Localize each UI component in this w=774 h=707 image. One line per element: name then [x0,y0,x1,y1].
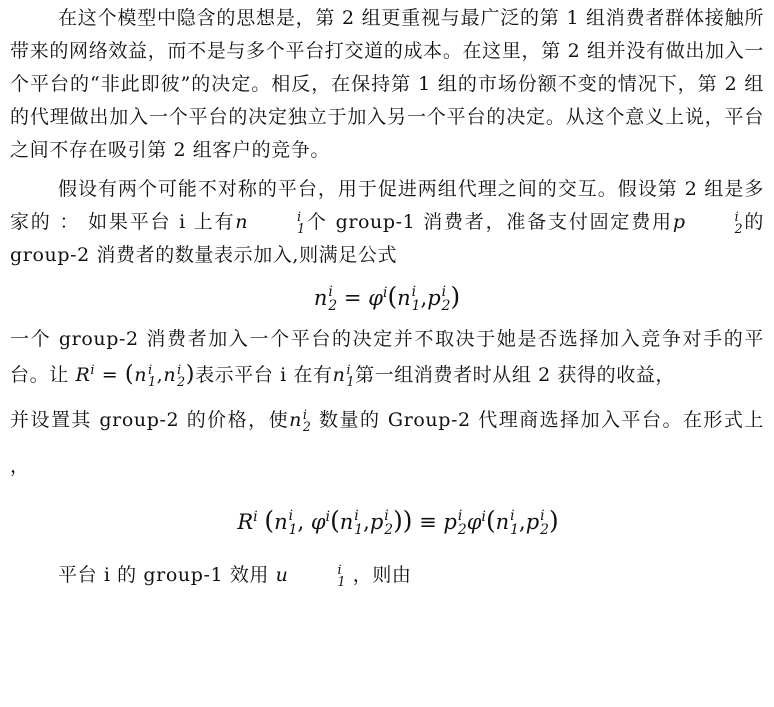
paragraph-assumption [10,173,764,272]
math-n2i: n i 2 [289,407,312,434]
math-revenue-def: $R^i = (n$ i 1 ,n i 2 ) [75,361,196,389]
paragraph-price [10,397,764,489]
text-run: 并设置其 group-2 的价格，使 [10,409,290,431]
paragraph-utility [10,553,764,597]
math-p2i: p i 2 [672,209,744,236]
text-run: 第一组消费者时从组 2 获得的收益， [355,364,676,386]
text-run: 数量的 Group-2 代理商选择加入平台。在形式上 ， [10,409,764,477]
text-run: 假设有两个可能不对称的平台，用于促进两组代理之间的交互。假设第 2 组是多家的 ： 如果平台 i 上有 [10,178,764,233]
paragraph-revenue [10,322,764,393]
text-run: 的 group-2 消费者的数量表示加入,则满足公式 [10,211,765,266]
text-run: 平台 i 的 group-1 效用 [58,564,276,586]
paragraph-intro: 在这个模型中隐含的思想是，第 2 组更重视与最广泛的第 1 组消费者群体接触所带来的网络效益，而不是与多个平台打交道的成本。在这里，第 2 组并没有做出加入一个平台的“非此即彼”的决定。相反，在保持第 1 组的市场份额不变的情况下，第 2 组的代理做出加入一个平台的决定独立于加入另一个平台的决定。从这个意义上说，平台之间不存在吸引第 2 组客户的竞争。 [10,7,764,161]
math-n1i-b: n i 1 [332,362,356,389]
text-run: 个 group-1 消费者，准备支付固定费用 [305,211,673,233]
equation-demand: n i 2 = $\varphi^i(n$ i 1 ,p i 2 ) [313,282,461,314]
text-run: 表示平台 i 在有 [195,364,333,386]
text-run: ，则由 [346,564,412,586]
math-n1i: n i 1 [235,209,306,236]
text-run: 一个 group-2 消费者加入一个平台的决定并不取决于她是否选择加入竞争对手的平台。让 [10,328,764,386]
equation-revenue: $R^i$ (n i 1 , $\varphi^i(n$ i 1 ,p i 2 )) ≡ p i 2 $\varphi^i(n$ i 1 ,p i 2 ) [237,506,559,538]
math-u1i: u i 1 [275,562,347,589]
